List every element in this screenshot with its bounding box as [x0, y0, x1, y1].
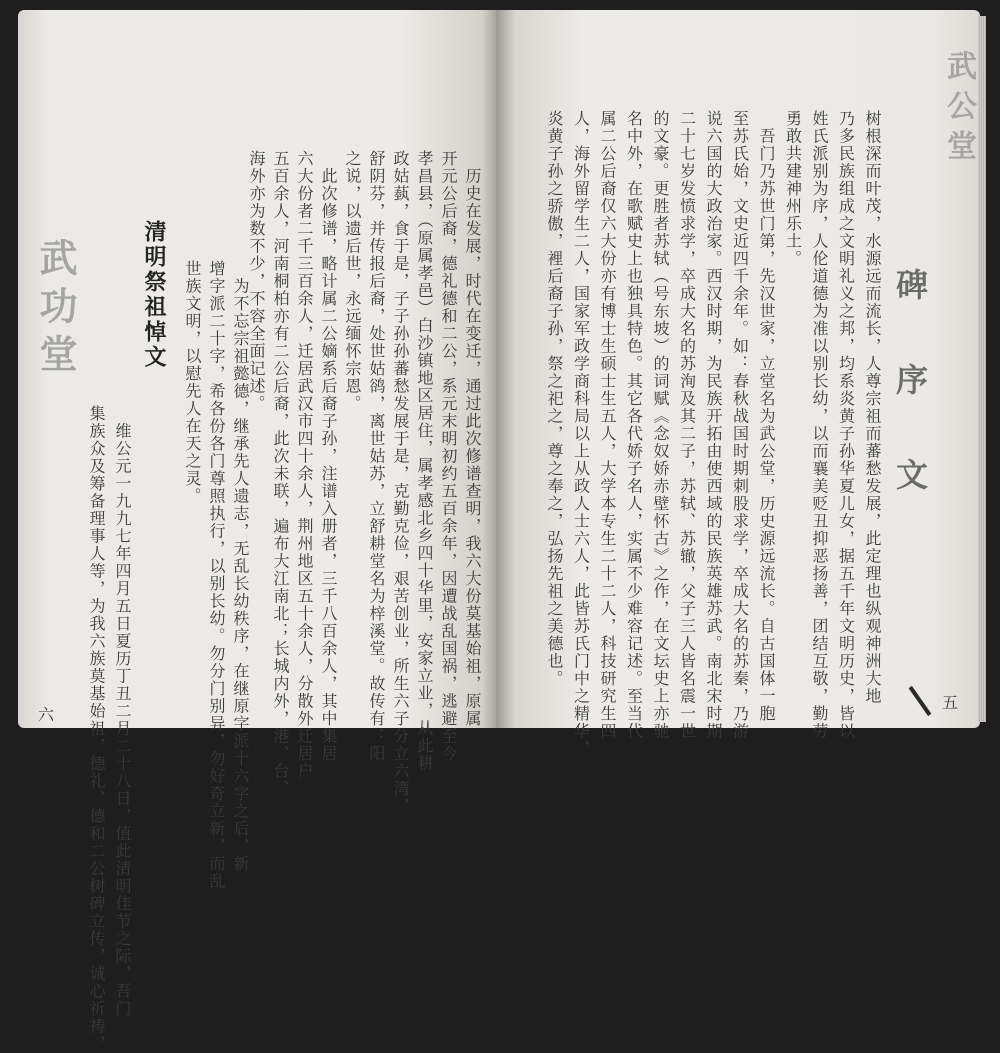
text-column: 集族众及筹备理事人等，为我六族莫基始祖，德礼、德和二公树碑立传，诚心祈祷， — [87, 405, 106, 1053]
page-number-right: 五 — [942, 693, 959, 712]
page-number-left: 六 — [38, 705, 55, 724]
left-page — [18, 10, 496, 1053]
text-column: 开元公后裔，德礼德和二公，系元末明初约五百余年，因遭战乱国祸，逃避至今 — [439, 150, 458, 763]
text-column: 为不忘宗祖懿德，继承先人遗志，无乱长幼秩序，在继原字派十六字之后，新 — [231, 260, 250, 873]
section-title-char-1: 碑 — [896, 266, 929, 304]
text-column: 吾门乃苏世门第，先汉世家，立堂名为武公堂，历史源远流长。自古国体一胞 — [757, 110, 776, 723]
text-column: 姓氏派别为序，人伦道德为准以别长幼，以而襄美贬丑抑恶扬善，团结互敬，勤劳 — [810, 110, 829, 740]
text-column: 孝昌县，（原属孝邑）白沙镇地区居住，属孝感北乡四十华里，安家立业，从此耕 — [415, 150, 434, 772]
text-column: 维公元一九九七年四月五日夏历丁丑二月二十八日，值此清明佳节之际，吾门 — [113, 405, 132, 1018]
text-column: 说六国的大政治家。西汉时期，为民族开拓由使西域的民族英雄苏武。南北宋时期 — [704, 110, 723, 740]
text-column: 二十七岁发愤求学，卒成大名的苏洵及其二子，苏轼、苏辙，父子三人皆名震一世 — [677, 110, 697, 740]
section-title-char-2: 序 — [896, 361, 929, 399]
text-column: 舒阴芬，并传报后裔，处世姑鹆，离世姑苏，立舒耕堂名为梓溪堂。故传有：阳 — [367, 150, 386, 763]
text-column: 六大份者二千三百余人，迁居武汉市四十余人，荆州地区五十余人，分散外迁居户 — [295, 150, 314, 780]
text-column: 树根深而叶茂，水源远而流长，人尊宗祖而蕃愁发展，此定理也纵观神洲大地 — [863, 110, 882, 705]
text-column: 至苏氏始，文史近四千余年。如：春秋战国时期刺股求学，卒成大名的苏秦，乃游 — [730, 110, 750, 740]
text-column: 炎黄子孙之骄傲，裡后裔子孙，祭之祀之，尊之奉之，弘扬先祖之美德也。 — [545, 110, 564, 688]
text-column: 政姑蓺，食于是，子子孙孙蕃愁发展于是，克勤克俭，艰苦创业，所生六子分立六湾， — [391, 150, 410, 815]
text-column: 勇敢共建神州乐土。 — [783, 110, 803, 268]
bleed-through-text: 武公堂 — [941, 50, 976, 170]
text-column: 乃多民族组成之文明礼义之邦，均系炎黄子孙华夏儿女，据五千年文明历史，皆以 — [836, 110, 856, 740]
text-column: 历史在发展，时代在变迁，通过此次修谱查明，我六大份莫基始祖，原属 — [463, 150, 482, 728]
bleed-through-text: 武功堂 — [33, 238, 77, 382]
page-title-memorial: 清明祭祖悼文 — [141, 220, 166, 370]
text-column: 人，海外留学生二人，国家军政学商科局以上从政人士六人，此皆苏氏门中之精华， — [571, 110, 591, 758]
text-column: 五百余人，河南桐柏亦有二公后裔，此次未联，遍布大江南北；长城内外，港、台、 — [271, 150, 290, 798]
text-column: 属二公后裔仅六大份亦有博士生硕士生五人，大学本专生二十二人，科技研究生四 — [598, 110, 617, 740]
open-book — [18, 10, 980, 1053]
text-column: 世族文明，以慰先人在天之灵。 — [183, 260, 202, 505]
section-title-char-3: 文 — [896, 456, 929, 494]
text-column: 名中外，在歌赋史上也独具特色。其它各代娇子名人，实属不少难容记述。至当代 — [624, 110, 644, 740]
right-page — [496, 10, 980, 758]
text-column: 的文豪。更胜者苏轼（号东坡）的词赋《念奴娇赤壁怀古》之作，在文坛史上亦驰 — [651, 110, 670, 740]
text-column: 海外亦为数不少，不容全面记述。 — [247, 150, 266, 413]
text-column: 此次修谱，略计属二公嫡系后裔子孙，注谱入册者，三千八百余人，其中集居 — [319, 150, 338, 763]
pen-tip — [909, 686, 932, 716]
text-column: 之说，以遗后世，永远缅怀宗恩。 — [343, 150, 362, 413]
text-column: 增字派二十字，希各份各门尊照执行，以别长幼。勿分门别异，勿好奇立新，而乱 — [207, 260, 226, 890]
